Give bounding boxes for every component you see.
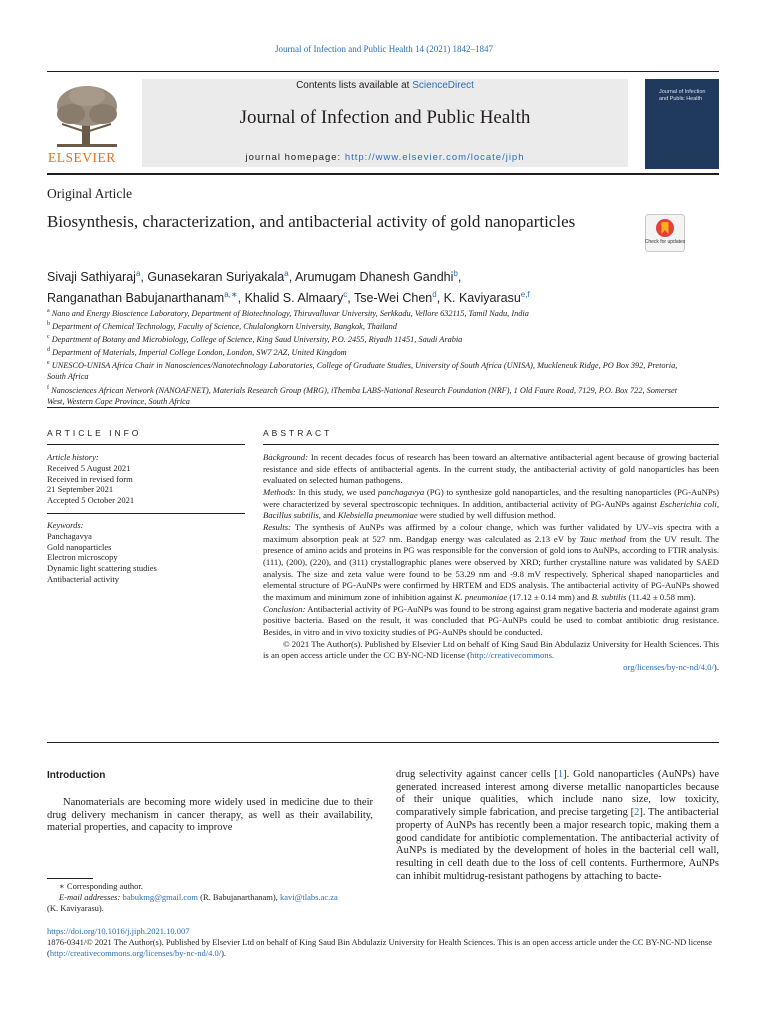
author-separator: , <box>457 270 462 285</box>
keyword-item: Dynamic light scattering studies <box>47 563 157 574</box>
contents-prefix: Contents lists available at <box>296 80 413 91</box>
affiliation-key: c <box>47 334 50 341</box>
author-affiliation-marker[interactable]: a,∗ <box>224 290 238 300</box>
intro-right-text-3: ]. The antibacterial property of AuNPs has recently been a major research topic, making them a good candidate for antibiotic complementation. The antibacterial activity of AuNPs is mediated by the development of holes in the bacterial cell wall, resulting in cell death due to the loss of cell contents. Furthermore, AuNPs can inhibit multidrug-resistant pathogens by attaching to bacte- <box>396 807 719 882</box>
conclusion-label: Conclusion: <box>263 603 306 614</box>
results-text-2: from the UV result. The presence of amino acids and proteins in PG was responsible for the conversion of gold ions to AuNPs, according to FTIR analysis. (111), (200), (220), and (311) crystallographic planes were observed by XRD; further crystalline nature was validated by SAED analysis. The size and zeta value were found to be 53.29 nm and -9.8 mV respectively. Spherical shaped nanoparticles and elemental structure of PG-AuNPs were confirmed by HRTEM and EDS analysis. The antibacterial activity of PG-AuNPs showed the maximum and minimum zone of inhibition against <box>263 533 719 602</box>
keywords-block <box>47 520 245 585</box>
intro-left-paragraph: Nanomaterials are becoming more widely used in medicine due to their drug delivery mechanism in cancer therapy, as well as their availability, material properties, and capacity to improve <box>47 797 373 834</box>
affiliation-text: Department of Chemical Technology, Faculty of Science, Chulalongkorn University, Bangkok, Thailand <box>50 321 397 331</box>
affiliation-key: e <box>47 360 50 367</box>
author-separator: , <box>288 270 295 285</box>
abstract-body <box>263 452 719 673</box>
abstract-bottom-rule <box>47 742 719 743</box>
abstract-license-line <box>263 662 719 674</box>
author-name[interactable]: K. Kaviyarasu <box>443 291 521 306</box>
author-affiliation-marker[interactable]: a <box>135 269 141 278</box>
history-item: Accepted 5 October 2021 <box>47 495 135 506</box>
affiliation-list <box>47 306 687 407</box>
article-history <box>47 452 245 506</box>
email-line <box>47 892 377 903</box>
methods-text-5: were studied by well diffusion method. <box>417 510 556 521</box>
history-rule <box>47 513 245 514</box>
author-affiliation-marker[interactable]: b <box>453 269 458 278</box>
abstract-conclusion <box>263 604 719 639</box>
cover-title: Journal of Infection and Public Health <box>659 89 706 102</box>
affiliation-item <box>47 383 687 407</box>
abstract-background <box>263 452 719 487</box>
abstract-rule <box>263 444 719 445</box>
keyword-item: Antibacterial activity <box>47 573 119 584</box>
author-name[interactable]: Sivaji Sathiyaraj <box>47 270 136 285</box>
author-list <box>47 265 687 307</box>
keyword-item: Gold nanoparticles <box>47 541 112 552</box>
badge-label: Check for updates <box>645 239 685 245</box>
affiliation-text: Department of Botany and Microbiology, College of Science, King Saud University, P.O. 2455, Riyadh 11451, Saudi Arabia <box>49 334 463 344</box>
page-bottom-info <box>47 926 721 959</box>
author-separator: , <box>436 291 444 306</box>
author-name[interactable]: Tse-Wei Chen <box>353 291 433 306</box>
intro-right-text-1: drug selectivity against cancer cells [ <box>396 769 558 780</box>
abstract-copyright <box>263 639 719 662</box>
reference-link-2[interactable]: 2 <box>634 807 640 819</box>
author-separator: , <box>237 291 245 306</box>
keyword-item: Electron microscopy <box>47 552 118 563</box>
background-text: In recent decades focus of research has been toward an alternative antibacterial agent because of growing bacterial resistance and side effects of antibacterial agents. In the current study, the antibacterial activity of gold nanoparticles has been evaluated on selected human pathogens. <box>263 452 719 486</box>
doi-link[interactable]: https://doi.org/10.1016/j.jiph.2021.10.007 <box>47 926 190 936</box>
bottom-license <box>47 937 721 959</box>
journal-cover-image[interactable] <box>645 79 719 169</box>
elsevier-wordmark: ELSEVIER <box>48 150 116 165</box>
methods-text-1: In this study, we used <box>295 486 378 497</box>
methods-text-4: , and <box>318 510 338 521</box>
affiliation-text: UNESCO-UNISA Africa Chair in Nanosciences/Nanotechnology Laboratories, College of Graduate Studies, University of South Africa (UNISA), Muckleneuk Ridge, PO Box 392, Pretoria, South Africa <box>47 361 678 382</box>
methods-text-2: (PG) to synthesize gold nanoparticles, and the resulting nanoparticles (PG-AuNPs) were characterized by several spectroscopic techniques. In addition, antibacterial activity of PG-AuNPs against <box>263 486 719 509</box>
reference-link-1[interactable]: 1 <box>557 769 564 780</box>
history-label: Article history: <box>47 452 99 462</box>
homepage-prefix: journal homepage: <box>245 152 345 163</box>
affiliation-key: b <box>47 321 50 328</box>
organism-bsubtilis: Bacillus subtilis <box>263 510 319 521</box>
affiliation-key: d <box>47 347 50 354</box>
results-text-4: (11.42 ± 0.58 mm). <box>626 591 696 602</box>
check-for-updates-badge[interactable] <box>645 214 685 252</box>
license-link-part-1[interactable]: http://creativecommons. <box>470 650 555 661</box>
abstract-results <box>263 522 719 604</box>
header-rule <box>47 71 719 72</box>
masthead-bottom-rule <box>47 173 719 175</box>
results-text-3: (17.12 ± 0.14 mm) and <box>507 591 592 602</box>
article-title: Biosynthesis, characterization, and antibacterial activity of gold nanoparticles <box>47 212 576 231</box>
results-label: Results: <box>263 521 291 532</box>
author-affiliation-marker[interactable]: c <box>343 290 348 300</box>
abstract-heading: ABSTRACT <box>263 428 333 438</box>
contents-line <box>142 80 628 91</box>
article-info-rule <box>47 444 245 445</box>
email-link-babujanarthanam[interactable]: babukmg@gmail.com <box>122 892 199 902</box>
affiliation-item <box>47 332 687 345</box>
article-type: Original Article <box>47 186 133 201</box>
conclusion-text: Antibacterial activity of PG-AuNPs was found to be strong against gram negative bacteria and moderate against gram positive bacteria. Based on the result, it was concluded that PG-AuNPs could be used to combat antibiotic drug resistance. Besides, in vitro and in vivo toxicity studies of PG-AuNPs should be conducted. <box>263 603 719 637</box>
affiliations-bottom-rule <box>47 407 719 408</box>
author-affiliation-marker[interactable]: a <box>284 269 289 278</box>
affiliation-item <box>47 358 687 382</box>
results-term: Tauc method <box>579 533 626 544</box>
license-close: ). <box>713 661 719 672</box>
author-separator: , <box>140 270 148 285</box>
history-dates <box>47 463 245 506</box>
author-name[interactable]: Khalid S. Almaary <box>244 291 344 306</box>
journal-homepage <box>142 152 628 163</box>
history-item: Received 5 August 2021 <box>47 462 131 473</box>
introduction-heading: Introduction <box>47 770 106 781</box>
results-organism-1: K. pneumoniae <box>454 591 508 602</box>
affiliation-item <box>47 306 687 319</box>
background-label: Background: <box>263 452 309 462</box>
journal-citation[interactable]: Journal of Infection and Public Health 14 (2021) 1842–1847 <box>275 44 493 54</box>
author-affiliation-marker[interactable]: e,f <box>520 290 530 300</box>
bottom-license-text: 1876-0341/© 2021 The Author(s). Published by Elsevier Ltd on behalf of King Saud Bin Abdulaziz University for Health Sciences. This is an open access article under the CC BY-NC-ND license ( <box>47 937 713 958</box>
journal-title: Journal of Infection and Public Health <box>239 107 531 128</box>
article-info-heading: ARTICLE INFO <box>47 428 142 438</box>
results-organism-2: B. subtilis <box>591 591 627 602</box>
affiliation-text: Nano and Energy Bioscience Laboratory, Department of Biotechnology, Thiruvalluvar University, Serkkadu, Vellore 632115, Tamil Nadu, India <box>49 308 529 318</box>
email2-owner: (K. Kaviyarasu). <box>47 903 104 913</box>
affiliation-key: a <box>47 308 50 314</box>
affiliation-key: f <box>47 384 49 391</box>
affiliation-text: Department of Materials, Imperial College London, London, SW7 2AZ, United Kingdom <box>50 347 347 357</box>
author-name[interactable]: Gunasekaran Suriyakala <box>147 270 285 285</box>
history-item: 21 September 2021 <box>47 484 114 495</box>
results-text-1: The synthesis of AuNPs was affirmed by a colour change, which was further validated by UV–vis spectra with a maximum absorption peak at 527 nm. Bandgap energy was calculated as 2.13 eV by <box>263 521 719 544</box>
affiliation-item <box>47 345 687 358</box>
organism-kpneumoniae: Klebsiella pneumoniae <box>337 510 418 521</box>
methods-label: Methods: <box>263 486 296 497</box>
affiliation-item <box>47 319 687 332</box>
keyword-item: Panchagavya <box>47 530 92 541</box>
bottom-license-link[interactable]: http://creativecommons.org/licenses/by-nc-nd/4.0/ <box>49 948 222 958</box>
history-item: Received in revised form <box>47 473 133 484</box>
author-separator: , <box>347 291 354 306</box>
email-label: E-mail addresses: <box>59 892 123 902</box>
bottom-license-close: ). <box>221 948 227 958</box>
keywords-label: Keywords: <box>47 520 84 530</box>
author-name[interactable]: Ranganathan Babujanarthanam <box>47 291 225 306</box>
email-link-kaviyarasu[interactable]: kavi@tlabs.ac.za <box>279 892 338 902</box>
footnote-rule <box>47 878 93 879</box>
copyright-text: © 2021 The Author(s). Published by Elsevier Ltd on behalf of King Saud Bin Abdulaziz University for Health Sciences. This is an open access article under the CC BY-NC-ND license ( <box>263 638 719 661</box>
intro-right-paragraph <box>396 769 719 883</box>
corresponding-author-note: ∗ Corresponding author. <box>59 881 143 891</box>
intro-right-text-2: ]. Gold nanoparticles (AuNPs) have generated increased interest among diverse metallic nanoparticles because of their unique qualities, which include nano size, low toxicity, comparatively simple fabrication, and precise targeting [ <box>396 769 719 819</box>
email1-owner: (R. Babujanarthanam), <box>198 892 280 902</box>
keyword-list <box>47 531 245 585</box>
sciencedirect-link[interactable]: ScienceDirect <box>412 80 474 91</box>
methods-text-3: , <box>716 498 720 509</box>
organism-ecoli: Escherichia coli <box>659 498 717 509</box>
methods-term: panchagavya <box>377 486 425 497</box>
homepage-link[interactable]: http://www.elsevier.com/locate/jiph <box>344 152 525 163</box>
author-name[interactable]: Arumugam Dhanesh Gandhi <box>294 270 454 285</box>
affiliation-text: Nanosciences African Network (NANOAFNET), Materials Research Group (MRG), iThemba LABS-National Research Foundation (NRF), 1 Old Faure Road, 7129, P.O. Box 722, Somerset West, Western Cape Province, South Africa <box>47 385 678 406</box>
abstract-methods <box>263 487 719 522</box>
license-link-part-2[interactable]: org/licenses/by-nc-nd/4.0/ <box>623 661 714 672</box>
author-affiliation-marker[interactable]: d <box>432 290 437 300</box>
footnotes <box>47 881 377 914</box>
